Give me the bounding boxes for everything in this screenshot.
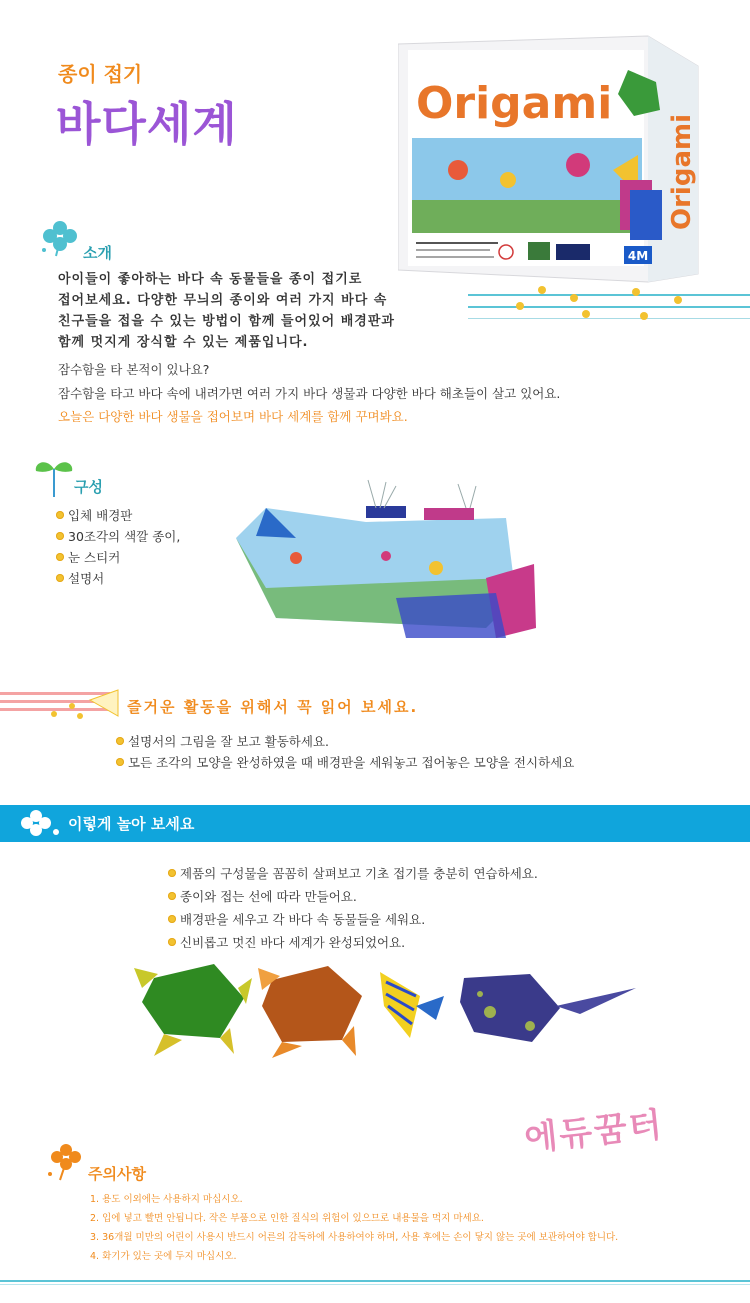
list-item: 눈 스티커 — [56, 546, 180, 567]
bottom-divider — [0, 1280, 750, 1282]
play-list — [168, 861, 538, 953]
intro-paragraph — [58, 269, 478, 353]
box-side-word: Origami — [667, 114, 697, 230]
bullet-icon — [168, 892, 176, 900]
list-item: 입체 배경판 — [56, 504, 180, 525]
list-item: 4. 화기가 있는 곳에 두지 마십시오. — [90, 1251, 237, 1262]
page-title: 바다세계 — [56, 97, 238, 151]
brand-logo: 에듀꿈터 — [522, 1104, 666, 1160]
bullet-icon — [56, 574, 64, 582]
intro-paragraph-line: 친구들을 접을 수 있는 방법이 함께 들어있어 배경판과 — [58, 314, 395, 329]
box-brand-word: Origami — [416, 78, 613, 129]
list-item: 모든 조각의 모양을 완성하였을 때 배경판을 세워놓고 접어놓은 모양을 전시하세요 — [116, 751, 574, 772]
diorama-image — [236, 478, 536, 642]
clover-icon — [38, 218, 82, 258]
turtle-origami-brown-image — [258, 960, 368, 1060]
list-item: 종이와 접는 선에 따라 만들어요. — [168, 884, 538, 907]
contents-heading: 구성 — [74, 478, 103, 496]
intro-paragraph-line: 함께 멋지게 장식할 수 있는 제품입니다. — [58, 335, 309, 350]
fish-origami-image — [376, 966, 446, 1046]
list-item: 설명서의 그림을 잘 보고 활동하세요. — [116, 730, 574, 751]
list-item: 제품의 구성물을 꼼꼼히 살펴보고 기초 접기를 충분히 연습하세요. — [168, 861, 538, 884]
box-logo: 4M — [627, 249, 649, 263]
bullet-icon — [168, 869, 176, 877]
bottom-divider — [0, 1284, 750, 1285]
fun-heading: 즐거운 활동을 위해서 꼭 읽어 보세요. — [127, 698, 419, 716]
music-notes-decoration — [512, 282, 702, 324]
bullet-icon — [56, 553, 64, 561]
list-item: 30조각의 색깔 종이, — [56, 525, 180, 546]
list-item: 설명서 — [56, 567, 180, 588]
intro-line: 잠수함을 타 본적이 있나요? — [58, 362, 210, 377]
play-heading: 이렇게 놀아 보세요 — [68, 815, 195, 833]
bullet-icon — [168, 915, 176, 923]
intro-paragraph-line: 아이들이 좋아하는 바다 속 동물들을 종이 접기로 — [58, 272, 363, 287]
list-item: 2. 입에 넣고 빨면 안됩니다. 작은 부품으로 인한 질식의 위험이 있으므로 내용물을 먹지 마세요. — [90, 1213, 484, 1224]
contents-list — [56, 504, 180, 588]
list-item: 배경판을 세우고 각 바다 속 동물들을 세워요. — [168, 907, 538, 930]
intro-paragraph-line: 접어보세요. 다양한 무늬의 종이와 여러 가지 바다 속 — [58, 293, 388, 308]
intro-highlight-line: 오늘은 다양한 바다 생물을 접어보며 바다 세계를 함께 꾸며봐요. — [58, 409, 408, 424]
list-item: 신비롭고 멋진 바다 세계가 완성되었어요. — [168, 930, 538, 953]
flower-icon — [44, 1140, 88, 1182]
bullet-icon — [56, 511, 64, 519]
caution-list — [90, 1190, 618, 1266]
intro-line: 잠수함을 타고 바다 속에 내려가면 여러 가지 바다 생물과 다양한 바다 해초들이 살고 있어요. — [58, 386, 561, 401]
sprout-icon — [32, 455, 76, 499]
clover-icon — [14, 808, 64, 840]
list-item: 3. 36개월 미만의 어린이 사용시 반드시 어른의 감독하에 사용하여야 하며, 사용 후에는 손이 닿지 않는 곳에 보관하여야 합니다. — [90, 1232, 619, 1243]
list-item: 1. 용도 이외에는 사용하지 마십시오. — [90, 1194, 243, 1205]
product-box-image — [398, 30, 708, 286]
turtle-origami-image — [134, 958, 254, 1058]
page-kicker: 종이 접기 — [58, 62, 143, 86]
stingray-origami-image — [460, 968, 640, 1048]
bullet-icon — [168, 938, 176, 946]
fun-list — [116, 730, 574, 772]
bullet-icon — [116, 758, 124, 766]
bullet-icon — [116, 737, 124, 745]
megaphone-icon — [40, 686, 120, 720]
bullet-icon — [56, 532, 64, 540]
intro-heading: 소개 — [83, 244, 112, 262]
caution-heading: 주의사항 — [88, 1165, 146, 1183]
